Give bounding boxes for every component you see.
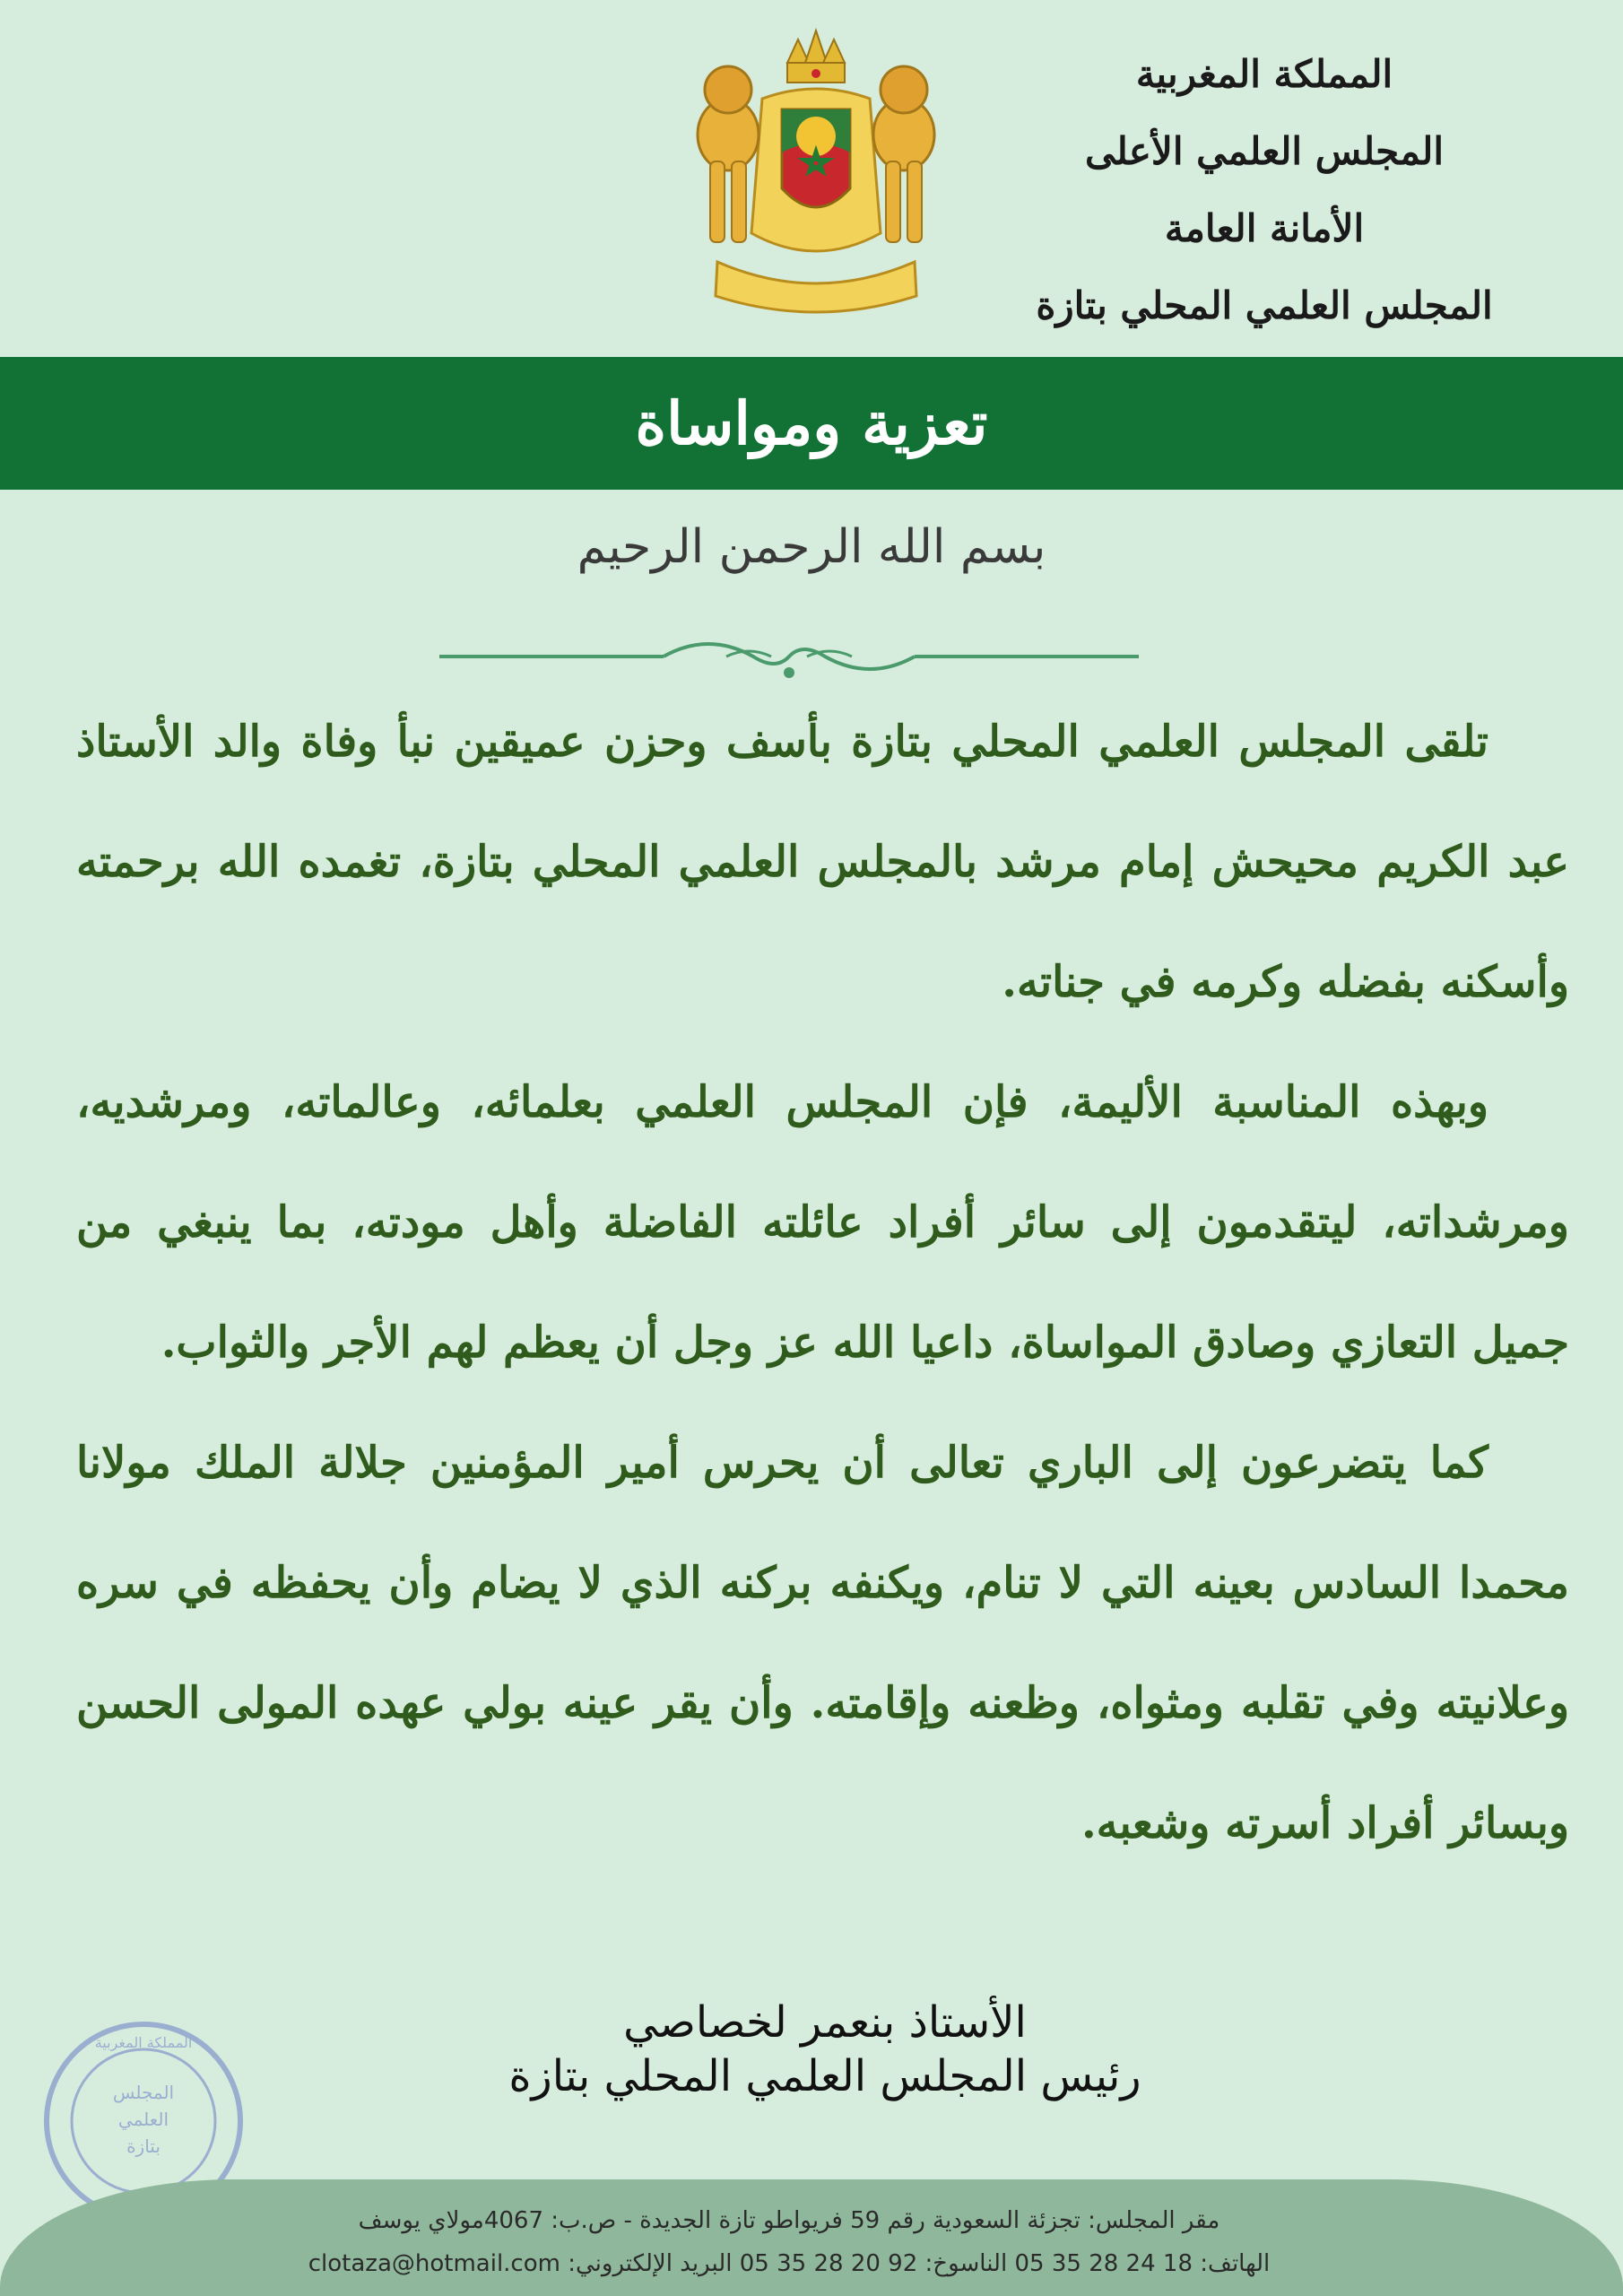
shield-icon (782, 109, 850, 207)
banner-title: تعزية ومواساة (635, 388, 988, 458)
header-line-kingdom: المملكة المغربية (1135, 52, 1393, 96)
paragraph-1: تلقى المجلس العلمي المحلي بتازة بأسف وحزن عميقين نبأ وفاة والد الأستاذ عبد الكريم محيحش إمام مرشد بالمجلس العلمي المحلي بتازة، تغمده الله برحمته وأسكنه بفضله وكرمه في جناته. (76, 717, 1569, 1007)
paragraph-2: وبهذه المناسبة الأليمة، فإن المجلس العلمي بعلمائه، وعالماته، ومرشديه، ومرشداته، ليتقدمون إلى سائر أفراد عائلته الفاضلة وأهل مودته، بما ينبغي من جميل التعازي وصادق المواساة، داعيا الله عز وجل أن يعظم لهم الأجر والثواب. (76, 1077, 1569, 1368)
signatory-title: رئيس المجلس العلمي المحلي بتازة (508, 2051, 1141, 2101)
header-line-general-secretariat: الأمانة العامة (1164, 206, 1365, 250)
stamp-text-3: بتازة (126, 2135, 161, 2157)
lion-left-icon (698, 66, 759, 242)
signatory-name: الأستاذ بنعمر لخصاصي (623, 1997, 1027, 2048)
header-line-supreme-council: المجلس العلمي الأعلى (1084, 129, 1445, 173)
stamp-text-top: المملكة المغربية (94, 2034, 193, 2051)
title-banner (0, 357, 1623, 490)
condolence-body (76, 682, 1569, 1883)
header-line-local-council: المجلس العلمي المحلي بتازة (1036, 283, 1493, 327)
footer-contact: الهاتف: 18 24 28 35 05 الناسوخ: 92 20 28 35 05 البريد الإلكتروني: clotaza@hotmail.com (308, 2250, 1271, 2277)
moroccan-coat-of-arms-icon (681, 27, 950, 332)
footer-address: مقر المجلس: تجزئة السعودية رقم 59 فريواطو تازة الجديدة - ص.ب: 4067مولاي يوسف (358, 2207, 1220, 2234)
signature-block (386, 1996, 1264, 2103)
lion-right-icon (873, 66, 934, 242)
footer-contact-info (296, 2199, 1282, 2285)
header-titles (995, 36, 1533, 344)
paragraph-3: كما يتضرعون إلى الباري تعالى أن يحرس أمير المؤمنين جلالة الملك مولانا محمدا السادس بعينه التي لا تنام، ويكنفه بركنه الذي لا يضام وأن يحفظه في سره وعلانيته وفي تقلبه ومثواه، وظعنه وإقامته. وأن يقر عينه بولي عهده المولى الحسن وبسائر أفراد أسرته وشعبه. (76, 1438, 1569, 1848)
stamp-text-1: المجلس (112, 2082, 175, 2103)
stamp-text-2: العلمي (117, 2109, 169, 2130)
crown-icon (787, 30, 845, 83)
basmala: بسم الله الرحمن الرحيم (577, 520, 1046, 574)
